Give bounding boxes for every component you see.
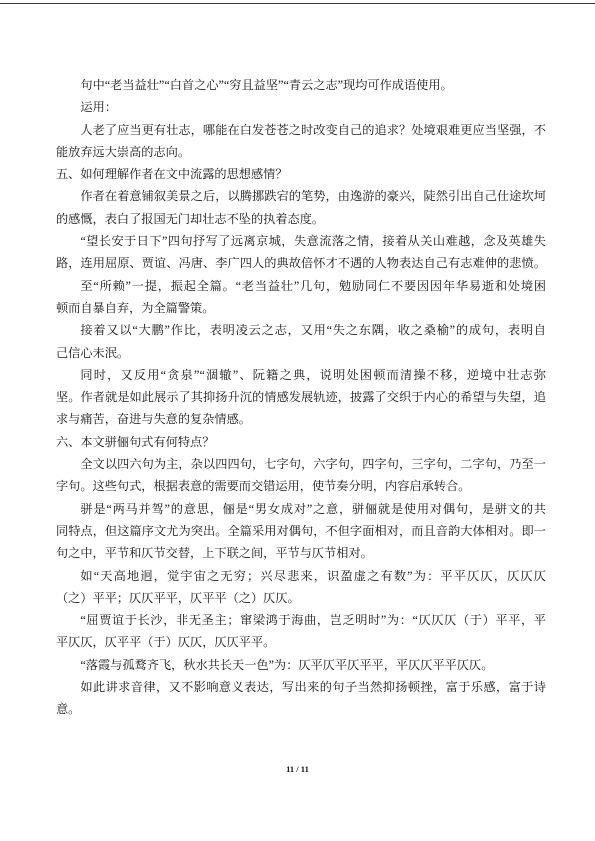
section-heading: 五、如何理解作者在文中流露的思想感情？ — [56, 167, 288, 182]
text-line: 至“所赖”一提，振起全篇。“老当益壮”几句，勉励同仁不要因因年华易逝和处境困 — [80, 278, 546, 293]
paragraph — [56, 230, 546, 275]
text-line: 骈是“两马并驾”的意思，俪是“男女成对”之意，骈俪就是使用对偶句，是骈文的共 — [80, 501, 546, 516]
text-line: 全文以四六句为主，杂以四四句，七字句，六字句，四字句，三字句，二字句，乃至一 — [80, 457, 546, 472]
text-line: 如“天高地迥，觉宇宙之无穷；兴尽悲来，识盈虚之有数”为：平平仄仄，仄仄仄 — [80, 568, 546, 583]
text-line: 字句。这些句式，根据表意的需要而交错运用，使节奏分明，内容启承转合。 — [56, 479, 471, 494]
text-line: （之）平平；仄仄平平，仄平平（之）仄仄。 — [56, 590, 300, 605]
text-line: 的感慨，表白了报国无门却壮志不坠的执着态度。 — [56, 211, 325, 226]
paragraph — [56, 453, 546, 498]
text-line: 作者在着意铺叙美景之后，以腾挪跌宕的笔势，由逸游的豪兴，陡然引出自己仕途坎坷 — [80, 189, 546, 204]
text-line: 意。 — [56, 702, 81, 717]
text-line: 能放弃远大崇高的志向。 — [56, 144, 191, 159]
text-line: 平仄仄，仄平平（于）仄仄，仄仄平平。 — [56, 635, 276, 650]
paragraph — [56, 119, 546, 164]
text-line: “望长安于日下”四句抒写了远离京城，失意流落之情，接着从关山难越，念及英雄失 — [80, 234, 546, 249]
text-line: 如此讲求音律，又不影响意义表达，写出来的句子当然抑扬顿挫，富于乐感，富于诗 — [80, 680, 546, 695]
text-line: “落霞与孤鹜齐飞，秋水共长天一色”为：仄平仄平仄平平，平仄仄平平仄仄。 — [80, 657, 494, 672]
paragraph — [56, 74, 546, 96]
paragraph — [56, 676, 546, 721]
text-line: 句中“老当益壮”“白首之心”“穷且益坚”“青云之志”现均可作成语使用。 — [80, 78, 453, 92]
document-body — [56, 74, 546, 721]
text-line: 顿而自暴自弃，为全篇警策。 — [56, 300, 215, 315]
text-line: 句之中，平节和仄节交替，上下联之间，平节与仄节相对。 — [56, 546, 373, 561]
paragraph — [56, 185, 546, 230]
text-line: 接着又以“大鹏”作比，表明凌云之志，又用“失之东隅，收之桑榆”的成句，表明自 — [80, 323, 546, 338]
text-line: “屈贾谊于长沙，非无圣主；窜梁鸿于海曲，岂乏明时”为：“仄仄仄（于）平平，平 — [80, 613, 546, 628]
text-line: 同时，又反用“贪泉”“涸辙”、阮籍之典，说明处困顿而清操不移，逆境中壮志弥 — [80, 367, 546, 382]
text-line: 人老了应当更有壮志，哪能在白发苍苍之时改变自己的追求？处境艰难更应当坚强，不 — [80, 122, 546, 137]
paragraph — [56, 565, 546, 610]
paragraph — [56, 654, 546, 676]
paragraph — [56, 319, 546, 364]
page-number: 11 / 11 — [286, 764, 309, 774]
text-line: 运用： — [80, 100, 117, 115]
text-line: 坚。作者就是如此展示了其抑扬升沉的情感发展轨迹，披露了交织于内心的希望与失望，追 — [56, 390, 546, 405]
text-line: 己信心未泯。 — [56, 345, 130, 360]
paragraph — [56, 609, 546, 654]
text-line: 路，连用屈原、贾谊、冯唐、李广四人的典故倍怀才不遇的人物表达自己有志难伸的悲愤。 — [56, 256, 546, 271]
paragraph — [56, 96, 546, 118]
section-heading: 六、本文骈俪句式有何特点？ — [56, 434, 215, 449]
text-line: 求与痛苦，奋进与失意的复杂情感。 — [56, 412, 251, 427]
paragraph — [56, 364, 546, 431]
paragraph — [56, 275, 546, 320]
header-rule — [0, 3, 595, 4]
paragraph — [56, 498, 546, 565]
text-line: 同特点，但这篇序文尤为突出。全篇采用对偶句，不但字面相对，而且音韵大体相对。即一 — [56, 523, 546, 538]
